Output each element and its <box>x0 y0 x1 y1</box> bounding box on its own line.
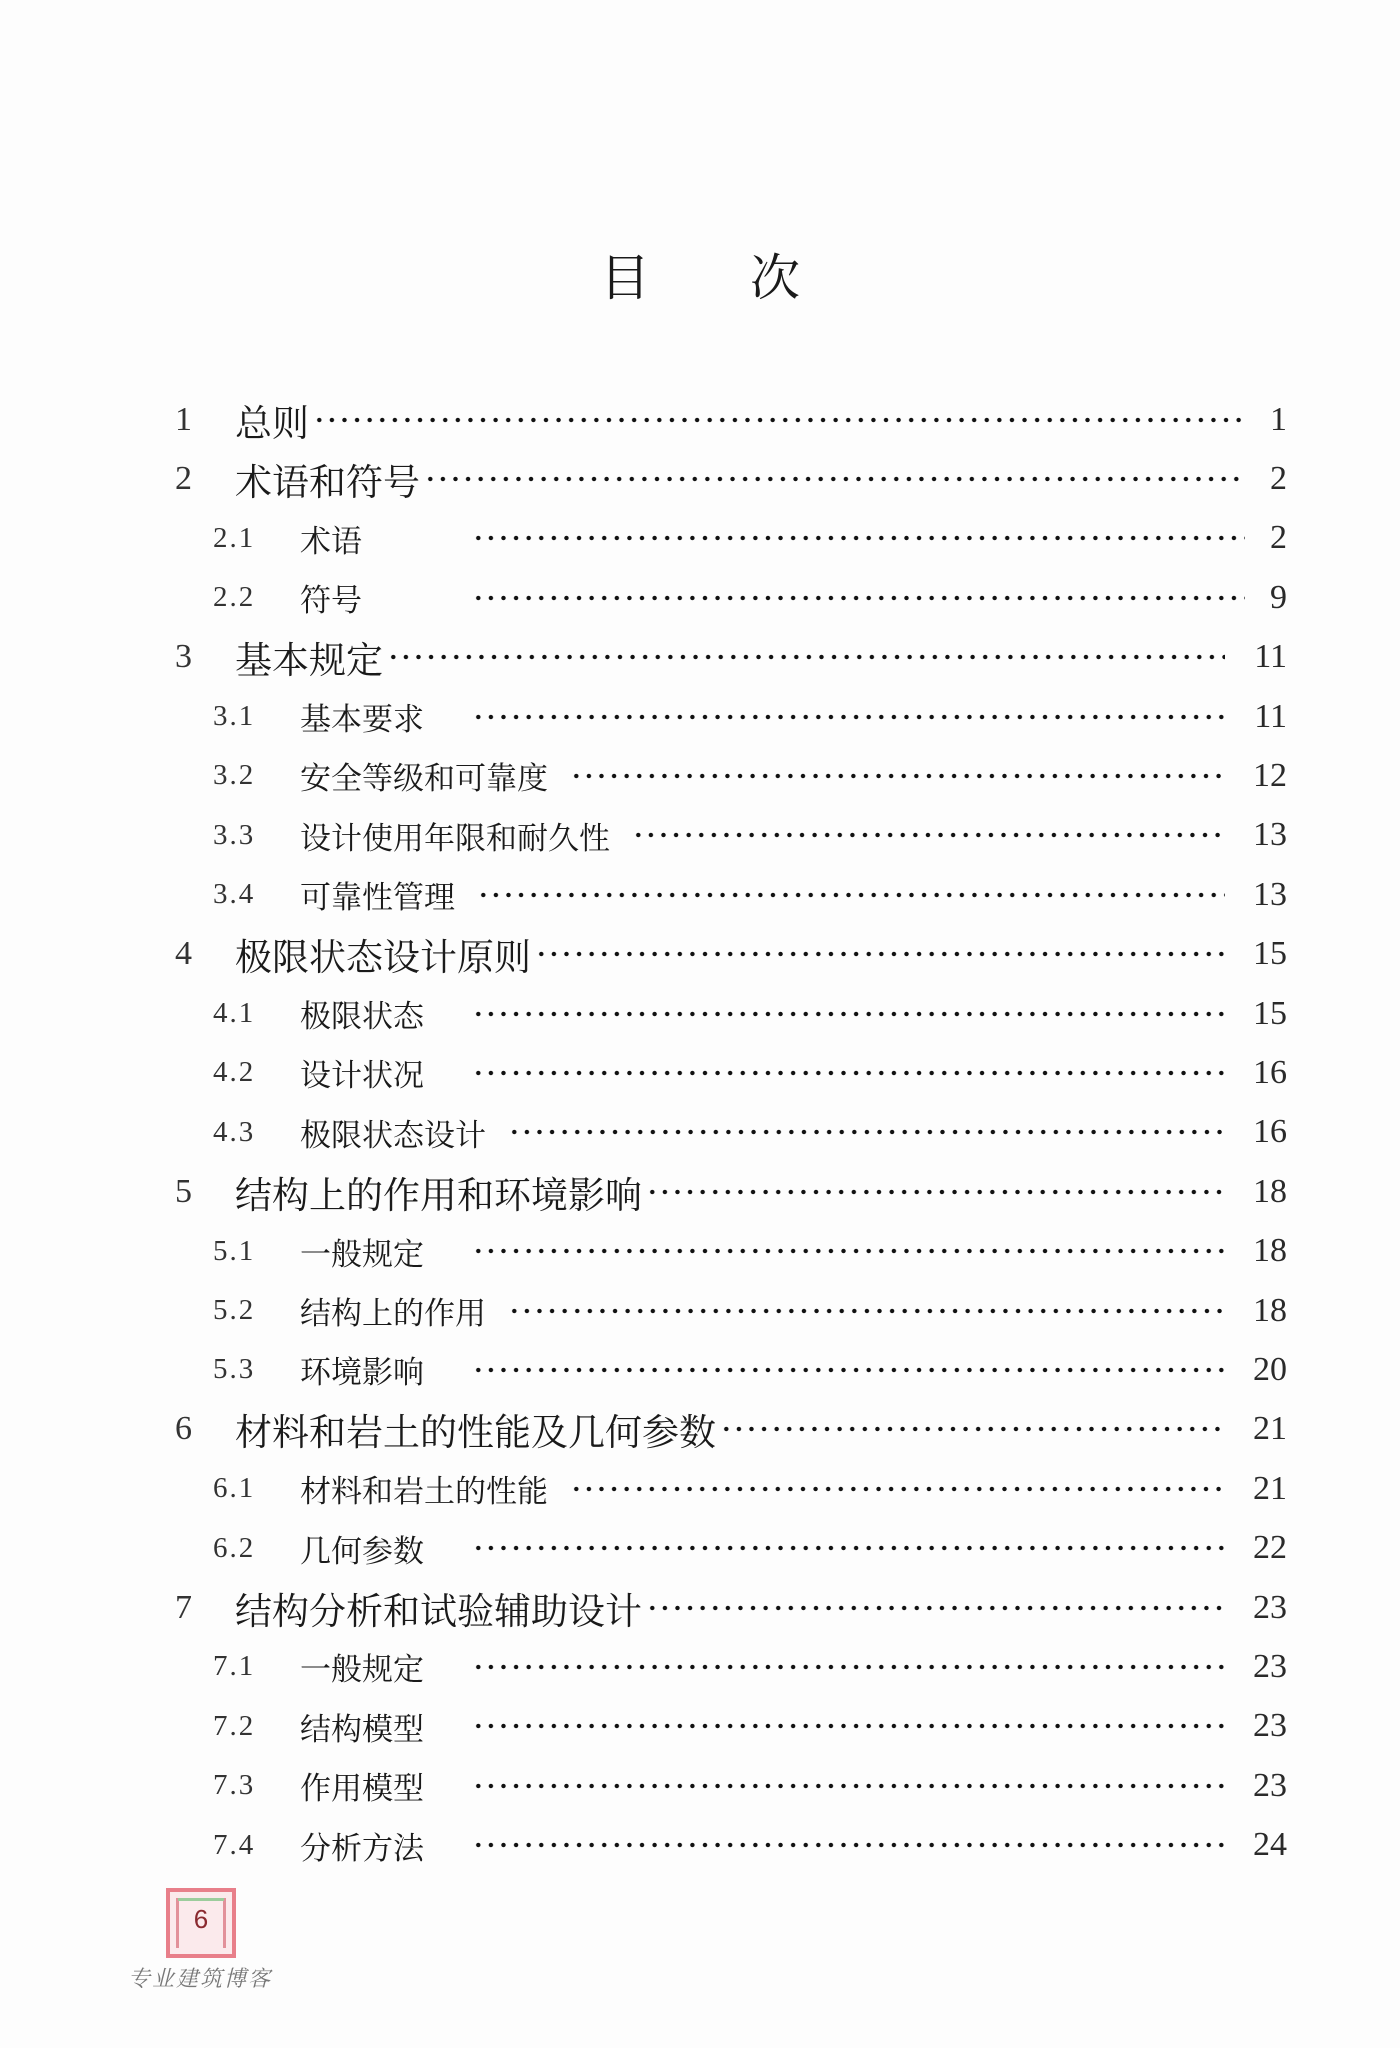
page-ref: 23 <box>1253 1707 1287 1745</box>
entry-number: 4.3 <box>213 1115 256 1148</box>
leader-dots <box>472 714 1225 720</box>
leader-dots <box>472 1545 1225 1551</box>
entry-title: 一般规定 <box>300 1652 424 1689</box>
entry-title: 术语和符号 <box>235 460 420 504</box>
entry-number: 3 <box>175 638 192 676</box>
leader-dots <box>472 1783 1225 1789</box>
entry-number: 7.4 <box>213 1828 256 1861</box>
leader-dots <box>387 654 1225 660</box>
page-ref: 23 <box>1253 1647 1287 1685</box>
stamp-bar <box>178 1898 224 1901</box>
page-ref: 13 <box>1253 875 1287 913</box>
toc-section-entry[interactable] <box>0 806 1400 865</box>
entry-number: 3.3 <box>213 818 256 851</box>
entry-number: 1 <box>175 400 192 438</box>
toc-section-entry[interactable] <box>0 865 1400 924</box>
entry-number: 3.2 <box>213 759 256 792</box>
leader-dots <box>472 535 1245 541</box>
leader-dots <box>570 1486 1225 1492</box>
toc-section-entry[interactable] <box>0 1043 1400 1102</box>
entry-number: 7.1 <box>213 1650 256 1683</box>
entry-number: 5 <box>175 1172 192 1210</box>
leader-dots <box>472 595 1245 601</box>
toc-section-entry[interactable] <box>0 1816 1400 1875</box>
entry-number: 6 <box>175 1410 192 1448</box>
toc-section-entry[interactable] <box>0 1103 1400 1162</box>
page-number-stamp <box>166 1888 236 1958</box>
leader-dots <box>720 1426 1225 1432</box>
entry-number: 2 <box>175 459 192 497</box>
page-ref: 16 <box>1253 1053 1287 1091</box>
toc-section-entry[interactable] <box>0 509 1400 568</box>
entry-title: 分析方法 <box>300 1830 424 1867</box>
entry-title: 极限状态 <box>300 999 424 1035</box>
entry-number: 7 <box>175 1588 192 1626</box>
leader-dots <box>646 1189 1225 1195</box>
page-ref: 21 <box>1253 1410 1287 1448</box>
title-char-2: 次 <box>750 249 800 307</box>
toc-section-entry[interactable] <box>0 1519 1400 1578</box>
toc-chapter-entry[interactable] <box>0 1162 1400 1221</box>
toc-section-entry[interactable] <box>0 984 1400 1043</box>
leader-dots <box>508 1129 1225 1135</box>
page-ref: 15 <box>1253 935 1287 973</box>
toc-chapter-entry[interactable] <box>0 1400 1400 1459</box>
page-ref: 11 <box>1254 638 1287 676</box>
page-ref: 22 <box>1253 1529 1287 1567</box>
page-ref: 15 <box>1253 994 1287 1032</box>
entry-title: 结构分析和试验辅助设计 <box>235 1589 642 1633</box>
page-title <box>0 238 1400 310</box>
entry-title: 环境影响 <box>300 1355 424 1392</box>
page-ref: 23 <box>1253 1766 1287 1804</box>
toc-chapter-entry[interactable] <box>0 1578 1400 1637</box>
entry-title: 结构模型 <box>300 1711 424 1748</box>
leader-dots <box>646 1605 1225 1611</box>
page-ref: 18 <box>1253 1291 1287 1329</box>
entry-number: 5.2 <box>213 1294 256 1326</box>
page-ref: 2 <box>1270 459 1287 497</box>
entry-number: 7.2 <box>213 1709 256 1742</box>
toc-chapter-entry[interactable] <box>0 390 1400 449</box>
leader-dots <box>472 1248 1225 1254</box>
entry-title: 几何参数 <box>300 1533 424 1570</box>
toc-section-entry[interactable] <box>0 568 1400 627</box>
entry-title: 安全等级和可靠度 <box>300 761 548 798</box>
toc-section-entry[interactable] <box>0 687 1400 746</box>
page-ref: 2 <box>1270 519 1287 557</box>
entry-title: 术语 <box>300 523 362 560</box>
page-ref: 1 <box>1270 400 1287 438</box>
page-ref: 11 <box>1254 697 1287 735</box>
leader-dots <box>632 832 1225 838</box>
entry-title: 极限状态设计 <box>300 1117 486 1154</box>
page-ref: 21 <box>1253 1469 1287 1507</box>
entry-number: 3.4 <box>213 878 256 911</box>
entry-title: 一般规定 <box>300 1236 424 1273</box>
leader-dots <box>472 1367 1225 1373</box>
entry-title: 结构上的作用和环境影响 <box>235 1173 642 1217</box>
leader-dots <box>472 1723 1225 1729</box>
page-number: 6 <box>193 1904 209 1934</box>
entry-number: 4.1 <box>213 997 256 1029</box>
entry-title: 材料和岩土的性能 <box>300 1474 548 1511</box>
entry-title: 设计使用年限和耐久性 <box>300 820 610 857</box>
toc-section-entry[interactable] <box>0 1756 1400 1815</box>
toc-section-entry[interactable] <box>0 1459 1400 1518</box>
toc-chapter-entry[interactable] <box>0 628 1400 687</box>
page-ref: 24 <box>1253 1826 1287 1864</box>
toc-section-entry[interactable] <box>0 746 1400 805</box>
page-ref: 20 <box>1253 1350 1287 1388</box>
entry-title: 设计状况 <box>300 1058 424 1095</box>
page-ref: 9 <box>1270 578 1287 616</box>
entry-title: 材料和岩土的性能及几何参数 <box>235 1411 716 1455</box>
leader-dots <box>570 773 1225 779</box>
toc-chapter-entry[interactable] <box>0 925 1400 984</box>
leader-dots <box>313 417 1245 423</box>
entry-number: 7.3 <box>213 1769 256 1802</box>
entry-number: 2.2 <box>213 581 256 614</box>
toc-section-entry[interactable] <box>0 1222 1400 1281</box>
page-ref: 16 <box>1253 1113 1287 1151</box>
entry-number: 4.2 <box>213 1056 256 1089</box>
toc-section-entry[interactable] <box>0 1697 1400 1756</box>
title-char-1: 目 <box>600 249 650 307</box>
toc-section-entry[interactable] <box>0 1637 1400 1696</box>
leader-dots <box>508 1308 1225 1314</box>
leader-dots <box>424 476 1245 482</box>
entry-number: 4 <box>175 935 192 973</box>
entry-title: 基本规定 <box>235 639 383 683</box>
entry-title: 结构上的作用 <box>300 1296 486 1332</box>
leader-dots <box>472 1070 1225 1076</box>
entry-number: 2.1 <box>213 521 256 554</box>
entry-number: 5.1 <box>213 1234 256 1267</box>
page-ref: 13 <box>1253 816 1287 854</box>
entry-number: 3.1 <box>213 700 256 732</box>
toc-section-entry[interactable] <box>0 1340 1400 1399</box>
page-ref: 18 <box>1253 1232 1287 1270</box>
page-ref: 23 <box>1253 1588 1287 1626</box>
toc-chapter-entry[interactable] <box>0 449 1400 508</box>
leader-dots <box>472 1842 1225 1848</box>
entry-number: 6.1 <box>213 1472 256 1505</box>
entry-title: 符号 <box>300 583 362 620</box>
entry-title: 总则 <box>235 401 309 445</box>
entry-number: 6.2 <box>213 1531 256 1564</box>
entry-title: 可靠性管理 <box>300 880 455 917</box>
leader-dots <box>535 951 1225 957</box>
toc-section-entry[interactable] <box>0 1281 1400 1340</box>
leader-dots <box>472 1664 1225 1670</box>
entry-title: 基本要求 <box>300 702 424 738</box>
page-ref: 12 <box>1253 756 1287 794</box>
watermark-text: 专业建筑博客 <box>128 1967 273 1992</box>
leader-dots <box>477 892 1225 898</box>
leader-dots <box>472 1011 1225 1017</box>
page-ref: 18 <box>1253 1172 1287 1210</box>
entry-title: 极限状态设计原则 <box>235 936 531 980</box>
entry-number: 5.3 <box>213 1353 256 1386</box>
entry-title: 作用模型 <box>300 1771 424 1808</box>
